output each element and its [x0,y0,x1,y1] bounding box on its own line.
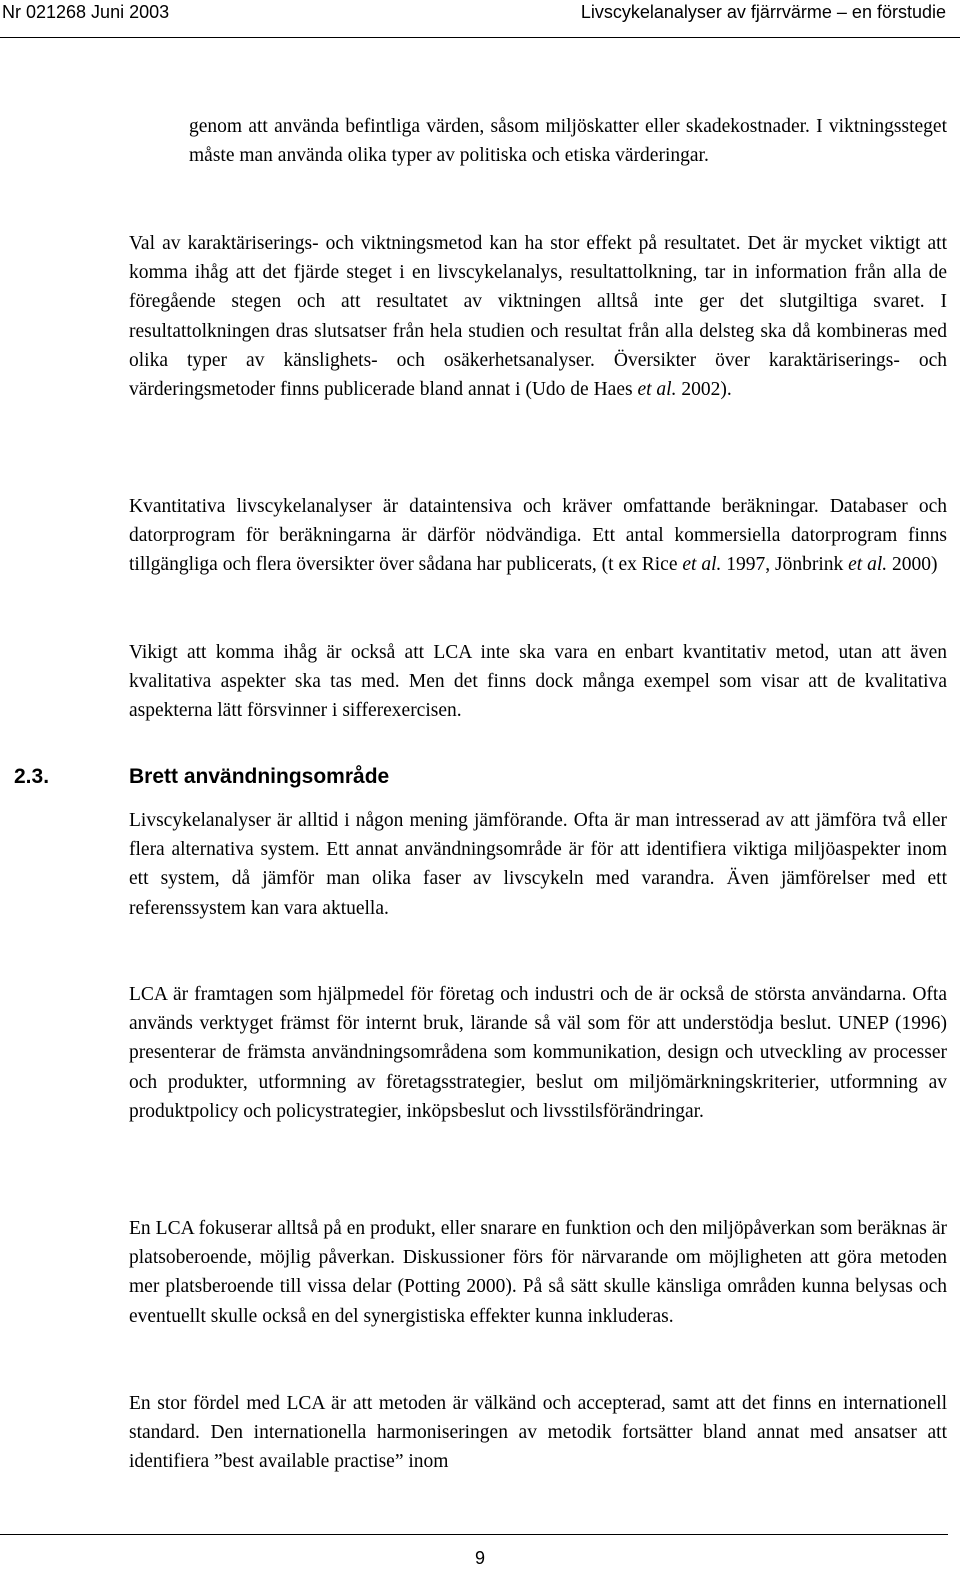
report-title: Livscykelanalyser av fjärrvärme – en förstudie [580,2,946,22]
paragraph-users: LCA är framtagen som hjälpmedel för företag och industri och de är också de största användarna. Ofta används verktyget främst för internt bruk, lärande så väl som för att understödja beslut. UNEP (1996) presenterar de främsta användningsområdena som kommunikation, design och utveckling av processer och produkter, utformning av företagsstrategier, beslut om miljömärkningskriterier, utformning av produktpolicy och policystrategier, inköpsbeslut och livsstilsförändringar. [129,984,947,1122]
paragraph-site-dependence: En LCA fokuserar alltså på en produkt, eller snarare en funktion och den miljöpåverkan som beräknas är platsoberoende, möjlig påverkan. Diskussioner förs för närvarande om möjligheten att göra metoden mer platsberoende till vissa delar (Potting 2000). På så sätt skulle känsliga områden kunna belysas och eventuellt skulle också en del synergistiska effekter kunna inkluderas. [129,1218,947,1327]
page-header [0,0,960,38]
paragraph-weighting-values: genom att använda befintliga värden, såsom miljöskatter eller skadekostnader. I viktningssteget måste man använda olika typer av politiska och etiska värderingar. [189,116,947,167]
paragraph-text: Val av karaktäriserings- och viktningsmetod kan ha stor effekt på resultatet. Det är mycket viktigt att komma ihåg att det fjärde steget i en livscykelanalys, resultattolkning, tar in information från alla de föregående stegen och att resultatet av viktningen alltså inte ger det slutgiltiga svaret. I resultattolkningen dras slutsatser från hela studien och resultat från alla delsteg ska då kombineras med olika typer av känslighets- och osäkerhetsanalyser. Översikter över karaktäriserings- och värderingsmetoder finns publicerade bland annat i (Udo de Haes [129,233,947,401]
paragraph-text: 2000) [887,554,938,576]
paragraph-text: Kvantitativa livscykelanalyser är dataintensiva och kräver omfattande beräkningar. Databaser och datorprogram för beräkningarna är därför nödvändiga. Ett antal kommersiella datorprogram finns tillgängliga och flera översikter över sådana har publicerats, (t ex Rice [129,496,947,576]
paragraph-method-choice [129,229,947,404]
section-title: Brett användningsområde [129,765,390,788]
paragraph-text: 2002). [676,379,732,401]
paragraph-qualitative-aspects: Vikigt att komma ihåg är också att LCA inte ska vara en enbart kvantitativ metod, utan att även kvalitativa aspekter ska tas med. Men det finns dock många exempel som visar att de kvalitativa aspekterna lätt försvinner i sifferexercisen. [129,642,947,722]
et-al-text: et al. [682,554,722,576]
et-al-text: et al. [848,554,888,576]
page-number: 9 [474,1548,485,1568]
report-id: Nr 021268 Juni 2003 [2,2,170,22]
section-number: 2.3. [14,765,50,788]
footer-rule [0,1534,948,1535]
paragraph-quantitative-lca [129,492,947,580]
paragraph-standard: En stor fördel med LCA är att metoden är välkänd och accepterad, samt att det finns en internationell standard. Den internationella harmoniseringen av metodik fortsätter bland annat med ansatser att identifiera ”best available practise” inom [129,1393,947,1473]
et-al-text: et al. [637,379,677,401]
paragraph-comparative: Livscykelanalyser är alltid i någon mening jämförande. Ofta är man intresserad av att jämföra två eller flera alternativa system. Ett annat användningsområde är för att identifiera viktiga miljöaspekter inom ett system, då jämför man olika faser av livscykeln med varandra. Även jämförelser med ett referenssystem kan vara aktuella. [129,810,947,919]
paragraph-text: 1997, Jönbrink [721,554,849,576]
